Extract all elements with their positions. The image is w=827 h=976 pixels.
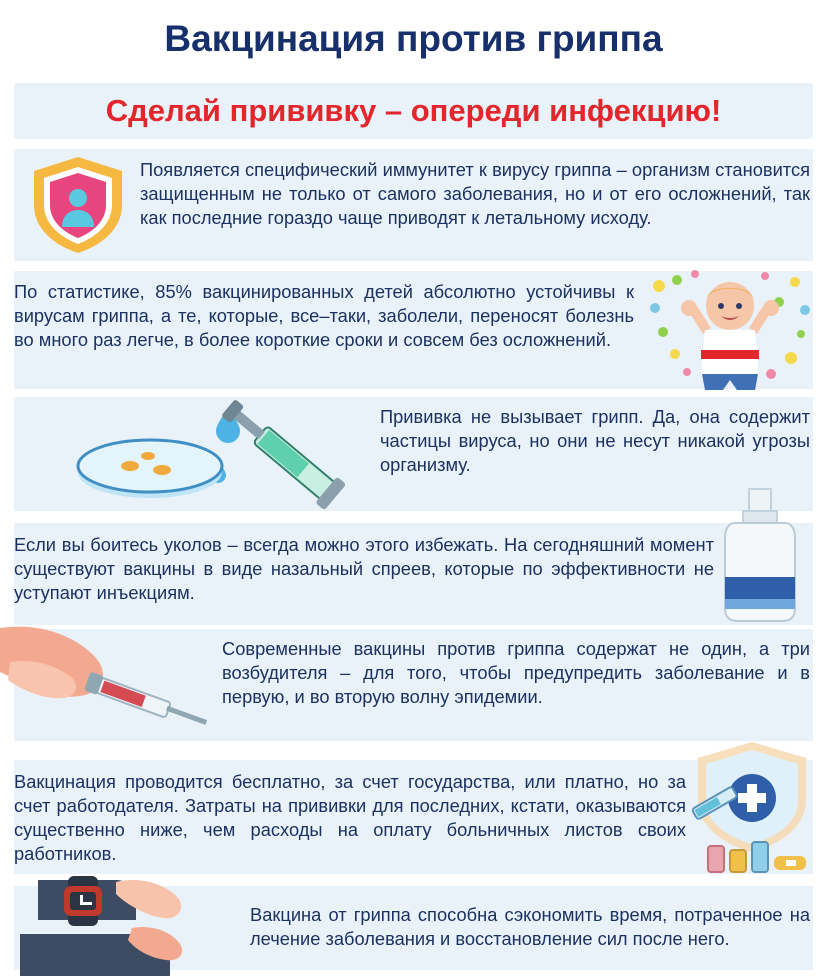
shield-person-icon — [22, 153, 134, 257]
block-text-5: Современные вакцины против гриппа содержат не один, а три возбудителя – для того, чтобы предупредить заболевание и в первую, и во вторую волну эпидемии. — [222, 638, 810, 708]
block-text-1: Появляется специфический иммунитет к вирусу гриппа – организм становится защищенным не только от самого заболевания, но и от его осложнений, так как последние гораздо чаще приводят к летальному исходу. — [140, 159, 810, 229]
vaccine-shield-icon — [690, 738, 820, 878]
block-text-7: Вакцина от гриппа способна сэкономить время, потраченное на лечение заболевания и восстановление сил после него. — [250, 904, 810, 950]
subtitle-banner — [14, 83, 813, 139]
petri-dish-syringe-icon — [70, 398, 370, 516]
healthy-boy-icon — [645, 262, 815, 394]
page-title: Вакцинация против гриппа — [164, 18, 663, 59]
nasal-spray-icon — [715, 485, 810, 625]
subtitle-text: Сделай прививку – опереди инфекцию! — [105, 93, 722, 128]
hand-syringe-icon — [0, 622, 240, 742]
block-text-6: Вакцинация проводится бесплатно, за счет государства, или платно, но за счет работодателя. Затраты на прививки для последних, кстати, оказываются существенно ниже, чем расходы на оплату больничных листов своих работников. — [14, 771, 686, 865]
hands-watch-icon — [20, 862, 250, 976]
block-text-3: Прививка не вызывает грипп. Да, она содержит частицы вируса, но они не несут никакой угрозы организму. — [380, 406, 810, 476]
block-text-4: Если вы боитесь уколов – всегда можно этого избежать. На сегодняшний момент существуют вакцины в виде назальный спреев, которые по эффективности не уступают инъекциям. — [14, 534, 714, 604]
block-text-2: По статистике, 85% вакцинированных детей абсолютно устойчивы к вирусам гриппа, а те, которые, все–таки, заболели, переносят болезнь во много раз легче, в более короткие сроки и совсем без осложнений. — [14, 281, 634, 351]
